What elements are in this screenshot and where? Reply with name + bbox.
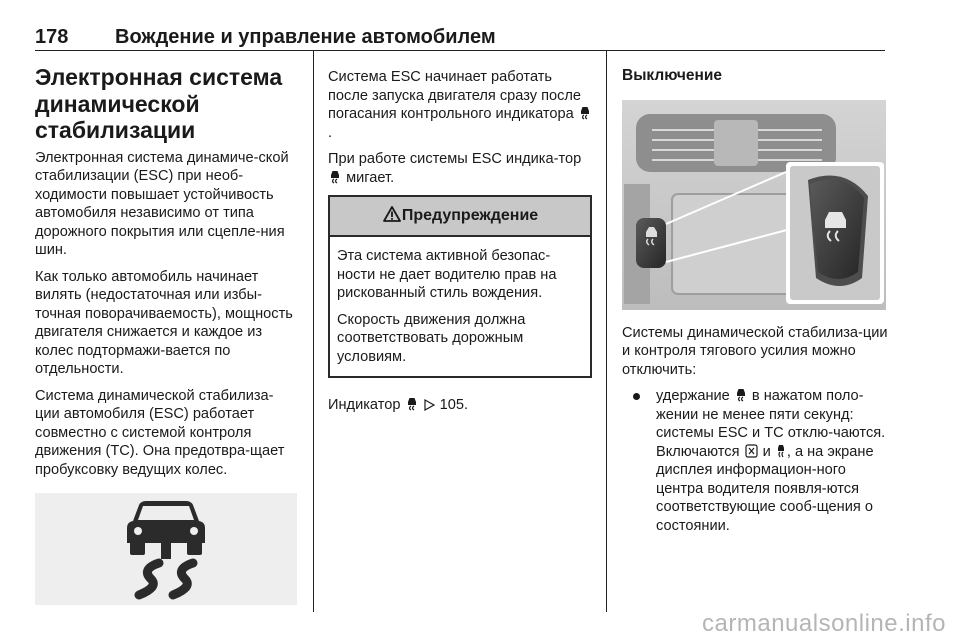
dashboard-esc-button-figure [622, 100, 886, 310]
esc-start-text: Система ESC начинает работать после запуска двигателя сразу после погасания контрольного индикатора [328, 69, 582, 122]
esc-blink-text: При работе системы ESC индика-тор [328, 151, 582, 167]
paragraph-esc-start [328, 68, 592, 142]
reference-label: Индикатор [328, 397, 401, 413]
subsection-title: Выключение [622, 67, 723, 84]
bullet-dot [633, 393, 640, 400]
esc-off-indicator-icon [776, 444, 786, 458]
bullet-item [622, 387, 890, 535]
paragraph-esc-tc: Система динамической стабилиза-ции автомобиля (ESC) работает совместно с системой контроля движения (TC). Она предотвра-щает пробуксовку ведущих колес. [35, 387, 285, 478]
section-title: Электронная система динамической стабилизации [35, 64, 283, 143]
indicator-reference [328, 396, 592, 415]
header-rule [35, 50, 885, 51]
warning-title: Предупреждение [401, 207, 539, 224]
esc-skid-car-icon [35, 493, 297, 605]
esc-indicator-icon [329, 170, 341, 184]
esc-indicator-icon [406, 397, 418, 411]
reference-page[interactable]: 105. [439, 397, 469, 413]
column-2 [328, 68, 592, 423]
paragraph-esc-intro: Электронная система динамиче-ской стабилизации (ESC) при необ-ходимости повышает устойчивость автомобиля независимо от типа дорожного покрытия или сцепле-ния шин. [35, 149, 289, 258]
warning-triangle-icon [383, 206, 401, 222]
figure-caption: Системы динамической стабилиза-ции и контроля тягового усилия можно отключить: [622, 324, 888, 378]
page-header [35, 4, 885, 50]
esc-indicator-icon [579, 106, 591, 120]
warning-paragraph-2: Скорость движения должна соответствовать дорожным условиям. [337, 311, 526, 365]
reference-arrow-icon[interactable] [424, 399, 435, 411]
esc-indicator-icon [735, 388, 747, 402]
bullet-text-1: удержание [656, 388, 730, 404]
tc-off-indicator-icon [745, 444, 758, 458]
bullet-text-2: в нажатом поло-жении не менее пяти секунд: системы ESC и TC отклю-чаются. Включаются [656, 388, 886, 460]
esc-start-end: . [328, 124, 333, 141]
warning-header [330, 197, 590, 237]
column-divider-2 [606, 50, 607, 612]
warning-body [330, 237, 590, 376]
column-1 [35, 64, 297, 605]
bullet-text-3: и [762, 443, 771, 460]
paragraph-esc-action: Как только автомобиль начинает вилять (недостаточная или избы-точная поворачиваемость), мощность двигателя снижается и каждое из колес подтормажи-вается по отдельности. [35, 268, 293, 377]
page-number: 178 [35, 26, 69, 48]
warning-paragraph-1: Эта система активной безопас-ности не дает водителю прав на рискованный стиль вождения. [337, 248, 557, 301]
column-divider-1 [313, 50, 314, 612]
esc-blink-end: мигает. [346, 169, 395, 186]
warning-box [328, 195, 592, 378]
paragraph-esc-blink [328, 150, 592, 187]
watermark: carmanualsonline.info [702, 610, 946, 637]
column-3 [622, 64, 890, 535]
bullet-text-4: , а на экране дисплея информацион-ного центра водителя появля-ются соответствующие сооб-щения о состоянии. [656, 443, 874, 534]
running-title: Вождение и управление автомобилем [115, 26, 496, 48]
